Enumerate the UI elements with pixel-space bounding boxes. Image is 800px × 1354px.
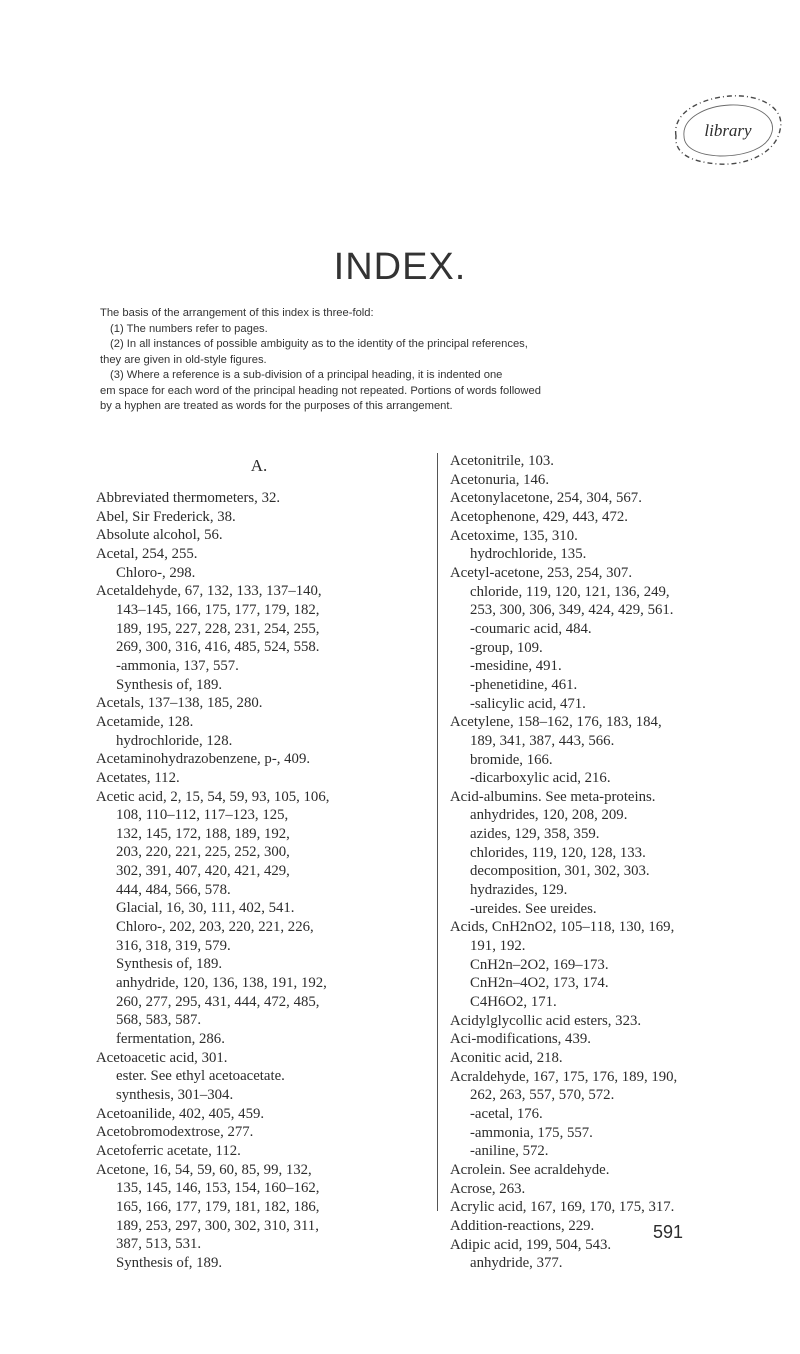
index-entry: Acetamide, 128. [96,713,194,730]
intro-line: The basis of the arrangement of this index is three-fold: [100,307,374,319]
index-entry: Acetaminohydrazobenzene, p-, 409. [96,751,311,768]
entry-list-left [96,489,422,1273]
index-entry-continuation: 444, 484, 566, 578. [116,881,231,898]
index-subentry: chlorides, 119, 120, 128, 133. [470,844,646,861]
index-entry: Acetyl-acetone, 253, 254, 307. [450,564,633,581]
index-entry: Acetoferric acetate, 112. [96,1142,241,1159]
index-subentry: -mesidine, 491. [470,658,562,675]
index-entry: Adipic acid, 199, 504, 543. [450,1236,612,1253]
index-subentry: -dicarboxylic acid, 216. [470,770,611,787]
index-entry: Acetone, 16, 54, 59, 60, 85, 99, 132, [96,1161,312,1178]
index-subentry: chloride, 119, 120, 121, 136, 249, [470,583,670,600]
index-entry: Acetoacetic acid, 301. [96,1049,228,1066]
index-subentry: anhydride, 120, 136, 138, 191, 192, [116,975,327,992]
index-subentry: Chloro-, 202, 203, 220, 221, 226, [116,919,314,936]
index-subentry: anhydride, 377. [470,1255,563,1272]
index-subentry: Glacial, 16, 30, 111, 402, 541. [116,900,295,917]
index-entry-continuation: 316, 318, 319, 579. [116,937,231,954]
page-title: INDEX. [333,246,467,288]
index-entry-continuation: 189, 253, 297, 300, 302, 310, 311, [116,1217,319,1234]
index-subentry: hydrochloride, 135. [470,546,587,563]
index-entry: Acetals, 137–138, 185, 280. [96,695,263,712]
index-subentry: -group, 109. [470,639,543,656]
index-entry: Acetal, 254, 255. [96,545,198,562]
index-entry: Acetaldehyde, 67, 132, 133, 137–140, [96,583,322,600]
library-stamp [662,86,790,172]
index-subentry: anhydrides, 120, 208, 209. [470,807,628,824]
index-introduction [100,306,750,415]
index-subentry: Synthesis of, 189. [116,676,223,693]
index-subentry: -acetal, 176. [470,1105,543,1122]
index-entry-continuation: 191, 192. [470,938,526,955]
index-column-right [450,452,786,1273]
index-subentry: C4H6O2, 171. [470,994,557,1011]
index-subentry: azides, 129, 358, 359. [470,826,600,843]
intro-line: em space for each word of the principal heading not repeated. Portions of words followed [100,384,541,397]
index-entry: Acetobromodextrose, 277. [96,1124,254,1141]
index-column-left [96,452,422,1273]
index-subentry: Synthesis of, 189. [116,956,223,973]
index-entry: Acetophenone, 429, 443, 472. [450,508,628,525]
index-subentry: -ureides. See ureides. [470,900,597,917]
index-entry: Acetoanilide, 402, 405, 459. [96,1105,265,1122]
index-entry: Acraldehyde, 167, 175, 176, 189, 190, [450,1068,678,1085]
index-subentry: -ammonia, 137, 557. [116,657,239,674]
index-subentry: -aniline, 572. [470,1143,549,1160]
index-entry: Acids, CnH2nO2, 105–118, 130, 169, [450,919,675,936]
index-entry: Acrose, 263. [450,1180,526,1197]
page-number: 591 [653,1222,684,1242]
svg-text:library: library [704,121,752,140]
index-subentry: ester. See ethyl acetoacetate. [116,1068,285,1085]
index-subentry: -phenetidine, 461. [470,676,578,693]
index-entry: Acid-albumins. See meta-proteins. [450,788,656,805]
index-subentry: bromide, 166. [470,751,553,768]
index-entry-continuation: 143–145, 166, 175, 177, 179, 182, [116,601,320,618]
index-subentry: Synthesis of, 189. [116,1254,223,1271]
index-entry: Acidylglycollic acid esters, 323. [450,1012,642,1029]
index-entry: Acetonylacetone, 254, 304, 567. [450,490,642,507]
index-subentry: hydrochloride, 128. [116,732,233,749]
index-entry-continuation: 189, 195, 227, 228, 231, 254, 255, [116,620,320,637]
intro-line: (1) The numbers refer to pages. [110,322,268,335]
index-entry-continuation: 387, 513, 531. [116,1236,202,1253]
index-entry: Acrolein. See acraldehyde. [450,1161,610,1178]
index-entry: Addition-reactions, 229. [450,1217,595,1234]
index-entry-continuation: 302, 391, 407, 420, 421, 429, [116,863,290,880]
index-subentry: synthesis, 301–304. [116,1087,234,1103]
column-divider [437,453,438,1211]
index-entry-continuation: 253, 300, 306, 349, 424, 429, 561. [470,602,674,619]
index-subentry: -coumaric acid, 484. [470,620,592,637]
index-entry-continuation: 260, 277, 295, 431, 444, 472, 485, [116,993,320,1010]
index-entry: Abel, Sir Frederick, 38. [96,508,236,525]
index-subentry: CnH2n–4O2, 173, 174. [470,975,609,992]
index-entry-continuation: 269, 300, 316, 416, 485, 524, 558. [116,639,320,656]
index-entry-continuation: 203, 220, 221, 225, 252, 300, [116,844,290,861]
intro-line: they are given in old-style figures. [100,353,267,366]
index-entry-continuation: 165, 166, 177, 179, 181, 182, 186, [116,1198,320,1215]
index-entry: Acetonitrile, 103. [450,453,554,469]
index-entry: Aci-modifications, 439. [450,1031,591,1048]
index-entry: Acetic acid, 2, 15, 54, 59, 93, 105, 106, [96,788,330,805]
index-entry-continuation: 132, 145, 172, 188, 189, 192, [116,825,290,842]
index-subentry: Chloro-, 298. [116,564,196,581]
index-entry-continuation: 262, 263, 557, 570, 572. [470,1087,615,1104]
index-entry: Aconitic acid, 218. [450,1050,563,1066]
section-letter: A. [250,456,268,475]
index-entry: Acetonuria, 146. [450,471,550,488]
intro-line: (2) In all instances of possible ambiguity as to the identity of the principal references, [110,338,528,350]
intro-line: by a hyphen are treated as words for the purposes of this arrangement. [100,400,453,412]
index-entry: Absolute alcohol, 56. [96,527,223,544]
entry-list-right [450,452,786,1273]
index-entry: Abbreviated thermometers, 32. [96,490,281,506]
index-entry-continuation: 189, 341, 387, 443, 566. [470,732,615,749]
index-subentry: -salicylic acid, 471. [470,695,586,712]
index-entry: Acetylene, 158–162, 176, 183, 184, [450,714,662,731]
intro-line: (3) Where a reference is a sub-division of a principal heading, it is indented one [110,369,503,381]
index-entry: Acrylic acid, 167, 169, 170, 175, 317. [450,1199,675,1216]
index-entry: Acetates, 112. [96,769,180,786]
index-subentry: fermentation, 286. [116,1031,225,1048]
index-entry-continuation: 135, 145, 146, 153, 154, 160–162, [116,1180,320,1197]
index-subentry: -ammonia, 175, 557. [470,1124,593,1141]
index-subentry: CnH2n–2O2, 169–173. [470,956,609,973]
index-entry: Acetoxime, 135, 310. [450,527,578,544]
index-entry-continuation: 108, 110–112, 117–123, 125, [116,807,289,824]
index-entry-continuation: 568, 583, 587. [116,1012,202,1029]
index-subentry: hydrazides, 129. [470,882,568,899]
index-subentry: decomposition, 301, 302, 303. [470,863,650,880]
